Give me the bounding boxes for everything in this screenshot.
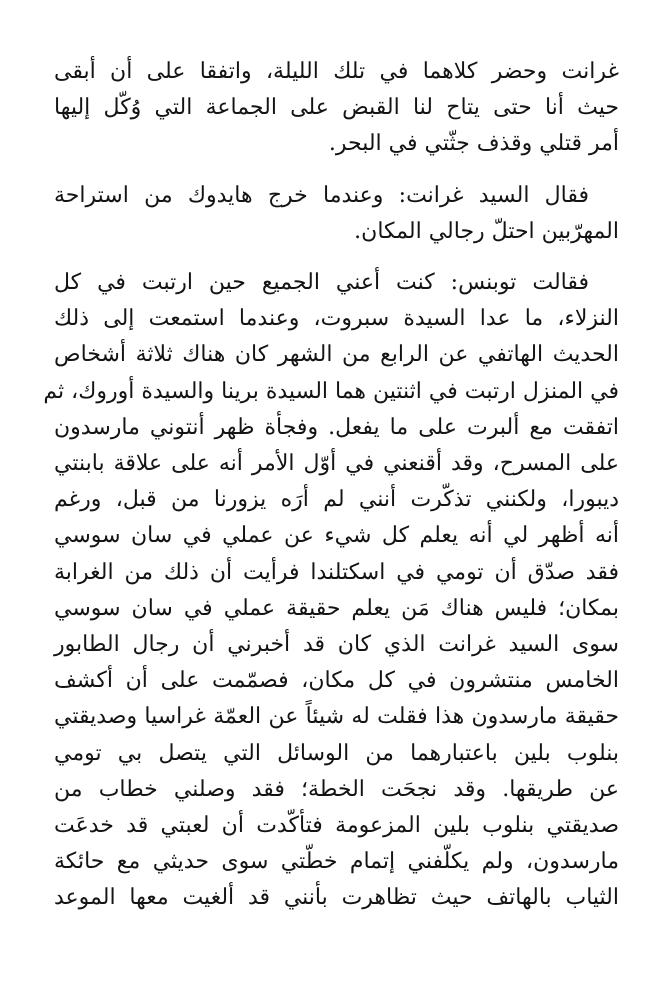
text-line: غرانت وحضر كلاهما في تلك الليلة، واتفقا على أن أبقى [54,59,619,84]
paragraph-2 [54,178,619,250]
text-line: صديقتي بنلوب بلين المزعومة فتأكّدت أن لعبتي قد خدعَت [54,813,619,839]
book-page [43,54,619,917]
text-line: فقالت توبنس: كنت أعني الجميع حين ارتبت في كل [54,270,589,296]
text-line: مارسدون، ولم يكلّفني إتمام خطّتي سوى حديثي مع حائكة [54,849,619,875]
text-line: الحديث الهاتفي عن الرابع من الشهر كان هناك ثلاثة أشخاص [54,342,619,368]
text-line: عن طريقها. وقد نجحَت الخطة؛ فقد وصلني خطاب من [54,776,619,802]
text-line: فقال السيد غرانت: وعندما خرج هايدوك من استراحة [54,182,589,208]
text-line: حقيقة مارسدون هذا فقلت له شيئاً عن العمّة غراسيا وصديقتي [54,704,619,730]
text-line: الثياب بالهاتف حيث تظاهرت بأنني قد ألغيت معها الموعد [54,885,619,911]
text-line: بنلوب بلين باعتبارهما من الوسائل التي يتصل بي تومي [54,740,619,766]
paragraph-3 [43,265,619,917]
text-line: سوى السيد غرانت الذي كان قد أخبرني أن رجال الطابور [54,632,619,658]
text-line: أمر قتلي وقذف جثّتي في البحر. [328,131,619,157]
text-line: المهرّبين احتلّ رجالي المكان. [354,218,619,244]
text-line: الخامس منتشرون في كل مكان، فصمّمت على أن أكشف [54,668,619,694]
text-line: النزلاء، ما عدا السيدة سبروت، وعندما استمعت إلى ذلك [54,306,619,332]
text-line: أنه أظهر لي أنه يعلم كل شيء عن عملي في سان سوسي [54,523,619,549]
text-line: بمكان؛ فليس هناك مَن يعلم حقيقة عملي في سان سوسي [54,595,619,621]
text-line: اتفقت مع ألبرت على ما يفعل. وفجأة ظهر أنتوني مارسدون [54,414,619,440]
text-line: فقد صدّق أن تومي في اسكتلندا فرأيت أن ذلك من الغرابة [54,559,619,585]
paragraph-1 [54,54,619,163]
text-line: ديبورا، ولكنني تذكّرت أنني لم أرَه يزورنا من قبل، ورغم [54,487,619,513]
text-line: حيث أنا حتى يتاح لنا القبض على الجماعة التي وُكّل إليها [54,95,619,121]
text-line: على المسرح، وقد أقنعني في أوّل الأمر أنه على علاقة بابنتي [54,451,619,477]
text-line: في المنزل ارتبت في اثنتين هما السيدة برينا والسيدة أوروك، ثم [43,378,619,404]
